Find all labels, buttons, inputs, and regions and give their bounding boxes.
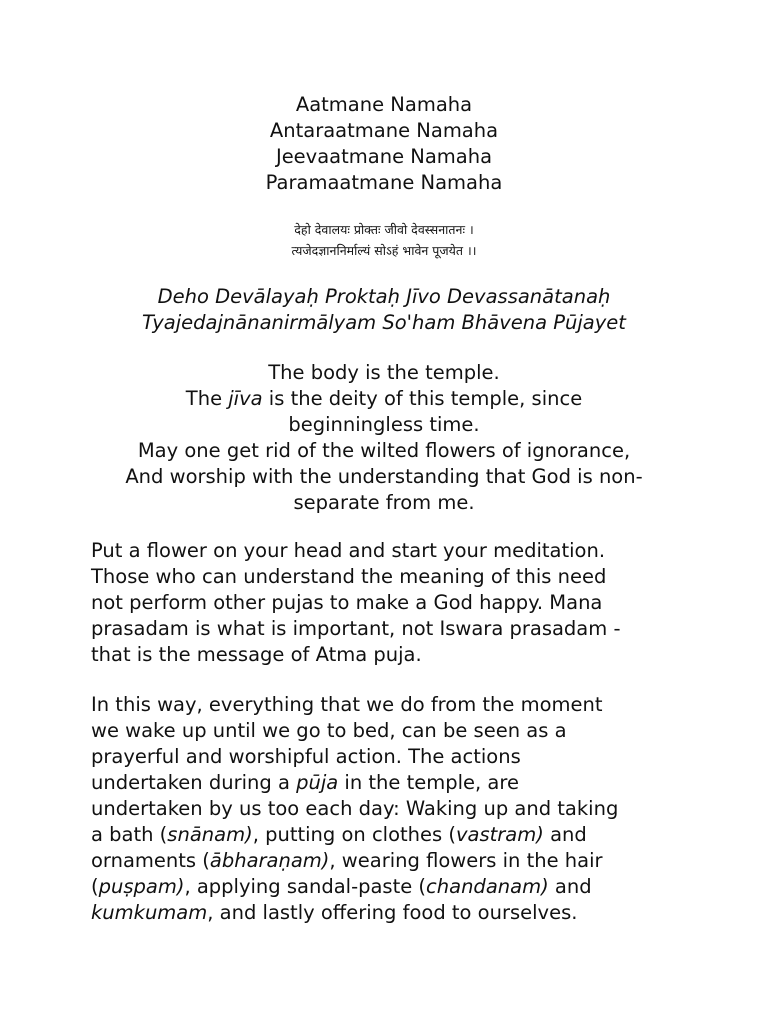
paragraph-line: Put a flower on your head and start your meditation. — [91, 539, 606, 562]
mantra-line: Aatmane Namaha — [295, 93, 473, 116]
term-jiva: jīva — [228, 387, 263, 410]
mantra-line: Antaraatmane Namaha — [269, 119, 499, 142]
term-puja: pūja — [296, 771, 339, 794]
translation-line: May one get rid of the wilted flowers of ignorance, — [137, 439, 631, 462]
text-run: ornaments ( — [91, 849, 210, 872]
term-pushpam: puṣpam) — [98, 875, 185, 898]
text-run: and — [543, 823, 587, 846]
paragraph-line: Those who can understand the meaning of this need — [91, 565, 607, 588]
text-run: a bath ( — [91, 823, 168, 846]
text-run: , wearing flowers in the hair — [329, 849, 603, 872]
transliteration-line: Tyajedajnānanirmālyam So'ham Bhāvena Pūjayet — [142, 311, 626, 334]
paragraph-line: we wake up until we go to bed, can be seen as a — [91, 719, 567, 742]
translation-line: beginningless time. — [288, 413, 480, 436]
term-vastram: vastram) — [456, 823, 544, 846]
paragraph-line — [91, 900, 691, 926]
mantra-line: Paramaatmane Namaha — [265, 171, 503, 194]
translation-line: The body is the temple. — [268, 361, 500, 384]
sanskrit-verse — [84, 219, 684, 261]
text-run: , putting on clothes ( — [252, 823, 456, 846]
term-chandanam: chandanam) — [426, 875, 549, 898]
text-run: ( — [91, 875, 99, 898]
paragraph-line — [91, 770, 691, 796]
term-snanam: snānam) — [167, 823, 253, 846]
transliteration — [84, 284, 684, 336]
paragraph-atma-puja — [91, 538, 691, 668]
text-run: The — [185, 387, 229, 410]
text-run: in the temple, are — [338, 771, 519, 794]
text-run: and — [548, 875, 592, 898]
mantra-block — [84, 92, 684, 196]
translation-line — [94, 386, 674, 412]
sanskrit-line: त्यजेदज्ञाननिर्माल्यं सोऽहं भावेन पूजयेत ।। — [291, 243, 477, 258]
paragraph-worship — [91, 692, 691, 926]
paragraph-line — [91, 848, 691, 874]
translation — [94, 360, 674, 516]
paragraph-line: that is the message of Atma puja. — [91, 643, 422, 666]
paragraph-line: prayerful and worshipful action. The actions — [91, 745, 521, 768]
paragraph-line: prasadam is what is important, not Iswara prasadam - — [91, 617, 621, 640]
text-run: undertaken during a — [91, 771, 297, 794]
text-run: , and lastly offering food to ourselves. — [207, 901, 578, 924]
mantra-line: Jeevaatmane Namaha — [275, 145, 493, 168]
translation-line: And worship with the understanding that God is non- — [125, 465, 643, 488]
term-abharanam: ābharaṇam) — [209, 849, 330, 872]
sanskrit-line: देहो देवालयः प्रोक्तः जीवो देवस्सनातनः । — [294, 222, 474, 237]
translation-line: separate from me. — [293, 491, 475, 514]
term-kumkumam: kumkumam — [91, 901, 208, 924]
paragraph-line: undertaken by us too each day: Waking up and taking — [91, 797, 619, 820]
paragraph-line: not perform other pujas to make a God happy. Mana — [91, 591, 603, 614]
text-run: is the deity of this temple, since — [262, 387, 583, 410]
paragraph-line: In this way, everything that we do from the moment — [91, 693, 603, 716]
paragraph-line — [91, 822, 691, 848]
transliteration-line: Deho Devālayaḥ Proktaḥ Jīvo Devassanātanaḥ — [157, 285, 611, 308]
text-run: , applying sandal-paste ( — [184, 875, 427, 898]
paragraph-line — [91, 874, 691, 900]
